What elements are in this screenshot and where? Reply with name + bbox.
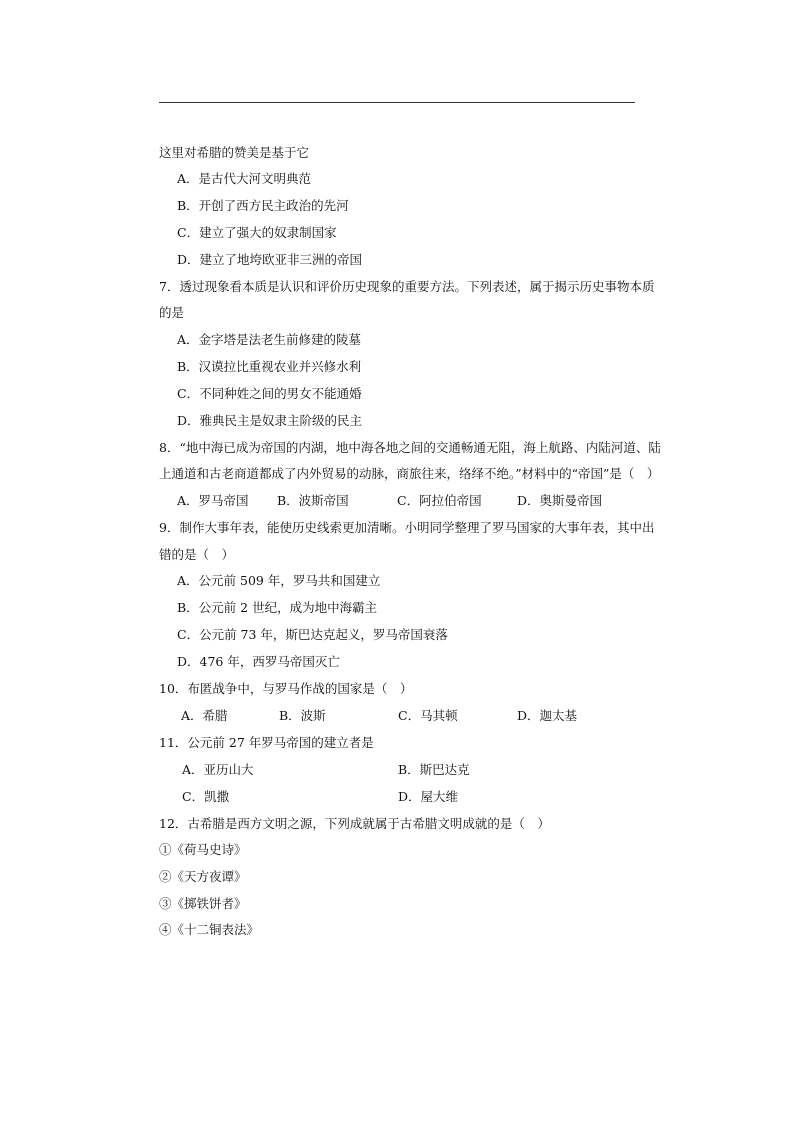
q9-option-c: C．公元前 73 年，斯巴达克起义，罗马帝国衰落 (177, 627, 448, 642)
q7-stem-line1: 7．透过现象看本质是认识和评价历史现象的重要方法。下列表述，属于揭示历史事物本质 (159, 279, 655, 294)
q10-option-a: A．希腊 (181, 708, 228, 723)
q12-item-4: ④《十二铜表法》 (159, 922, 260, 937)
q6-option-b: B．开创了西方民主政治的先河 (177, 198, 349, 213)
q6-option-c: C．建立了强大的奴隶制国家 (177, 225, 337, 240)
intro-text: 这里对希腊的赞美是基于它 (159, 145, 310, 160)
q9-option-d: D．476 年，西罗马帝国灭亡 (177, 654, 340, 669)
q12-item-1: ①《荷马史诗》 (159, 842, 247, 857)
q6-option-d: D．建立了地垮欧亚非三洲的帝国 (177, 252, 363, 267)
q11-option-b: B．斯巴达克 (398, 762, 470, 777)
q9-stem-line1: 9．制作大事年表，能使历史线索更加清晰。小明同学整理了罗马国家的大事年表，其中出 (159, 520, 655, 535)
q8-option-c: C．阿拉伯帝国 (397, 493, 482, 508)
header-rule (159, 102, 635, 103)
q11-stem: 11．公元前 27 年罗马帝国的建立者是 (159, 735, 374, 750)
q8-option-d: D．奥斯曼帝国 (517, 493, 603, 508)
q12-stem: 12．古希腊是西方文明之源，下列成就属于古希腊文明成就的是（ ） (159, 816, 550, 831)
q11-option-a: A．亚历山大 (182, 762, 254, 777)
q11-option-c: C．凯撒 (182, 789, 230, 804)
q7-option-d: D．雅典民主是奴隶主阶级的民主 (177, 413, 363, 428)
q7-option-b: B．汉谟拉比重视农业并兴修水利 (177, 359, 362, 374)
q7-stem-line2: 的是 (159, 305, 185, 320)
q10-option-c: C．马其顿 (398, 708, 458, 723)
q8-stem-line2: 上通道和古老商道都成了内外贸易的动脉，商旅往来，络绎不绝。”材料中的“帝国”是（ ） (159, 466, 660, 481)
q7-option-a: A．金字塔是法老生前修建的陵墓 (177, 332, 362, 347)
q6-option-a: A．是古代大河文明典范 (177, 171, 312, 186)
q9-option-a: A．公元前 509 年，罗马共和国建立 (177, 573, 381, 588)
q9-option-b: B．公元前 2 世纪，成为地中海霸主 (177, 600, 378, 615)
q10-option-d: D．迦太基 (517, 708, 578, 723)
q8-option-b: B．波斯帝国 (277, 493, 349, 508)
q7-option-c: C．不同种姓之间的男女不能通婚 (177, 386, 362, 401)
q10-option-b: B．波斯 (279, 708, 326, 723)
q12-item-3: ③《掷铁饼者》 (159, 896, 247, 911)
q11-option-d: D．屋大维 (398, 789, 459, 804)
q8-option-a: A．罗马帝国 (177, 493, 249, 508)
q12-item-2: ②《天方夜谭》 (159, 869, 247, 884)
q10-stem: 10．布匿战争中，与罗马作战的国家是（ ） (159, 681, 413, 696)
q8-stem-line1: 8．“地中海已成为帝国的内湖，地中海各地之间的交通畅通无阻，海上航路、内陆河道、陆 (159, 440, 661, 455)
q9-stem-line2: 错的是（ ） (159, 547, 235, 562)
